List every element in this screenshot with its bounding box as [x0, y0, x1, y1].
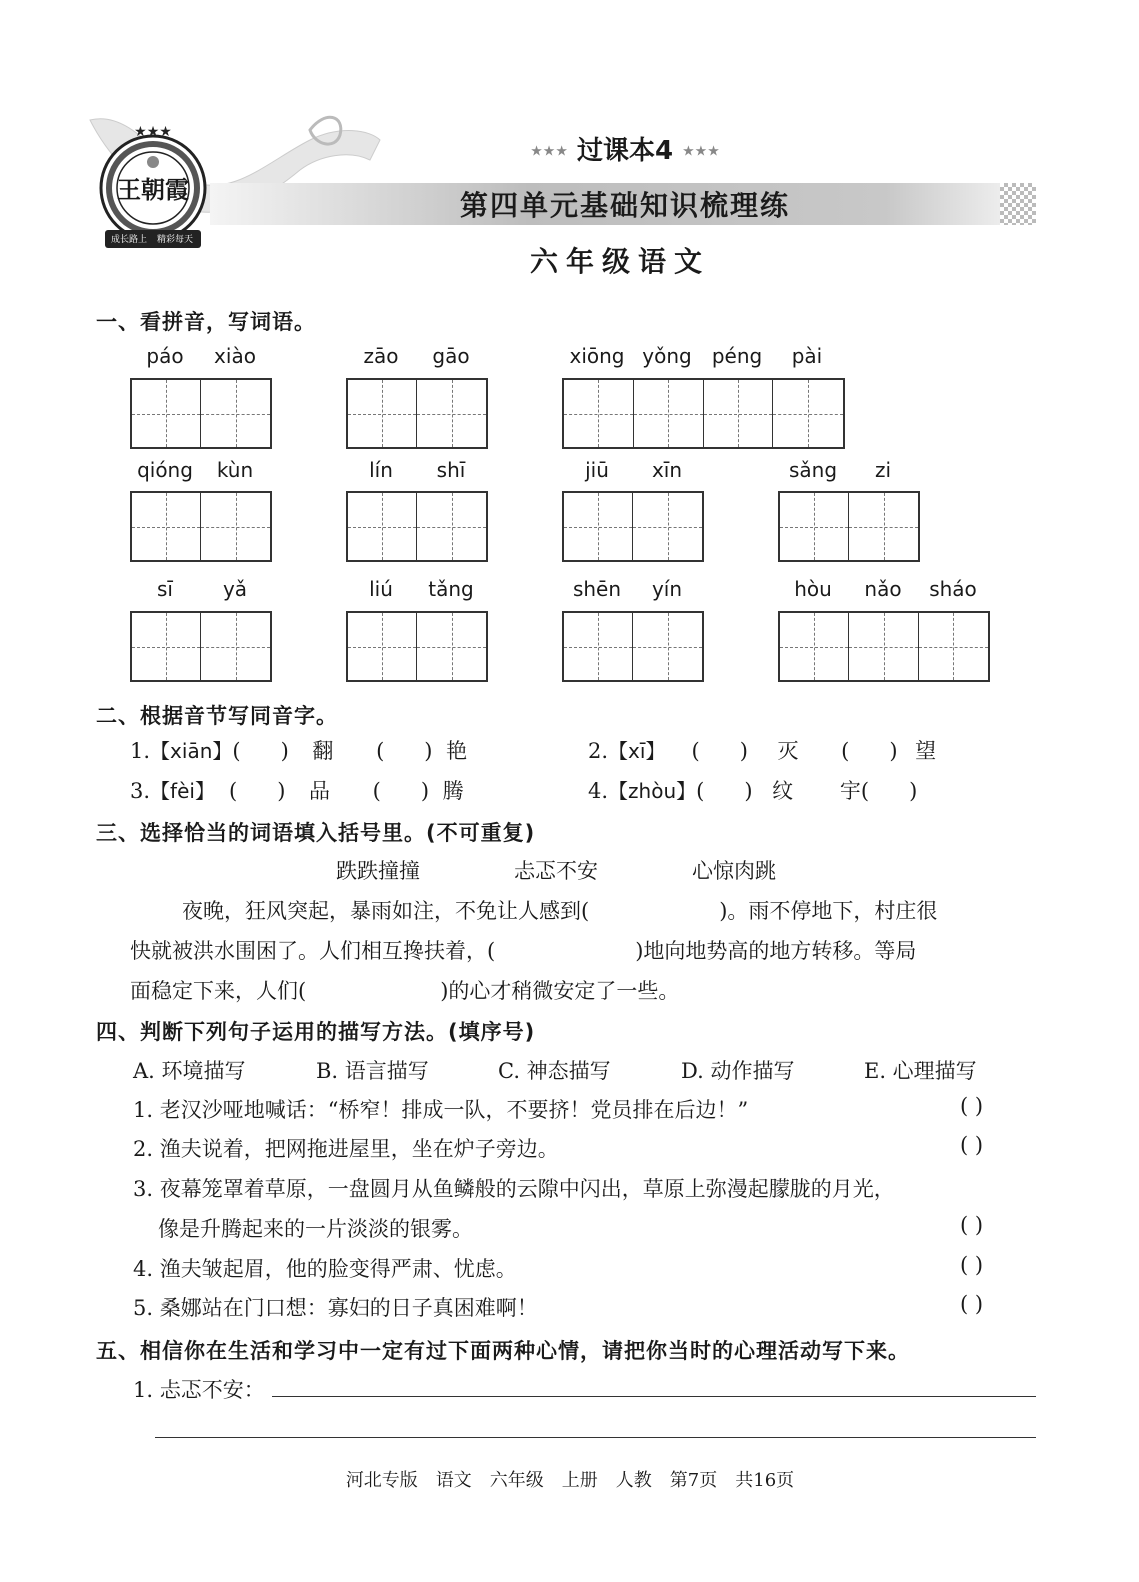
section5-title: 五、相信你在生活和学习中一定有过下面两种心情，请把你当时的心理活动写下来。	[96, 1339, 910, 1363]
sentence-item: 1. 老汉沙哑地喊话：“桥窄！排成一队，不要挤！党员排在后边！”	[133, 1098, 749, 1122]
mood-item: 1. 忐忑不安：	[133, 1378, 265, 1402]
word-group	[778, 458, 918, 482]
series-label: 过课本4	[576, 136, 674, 166]
word-option: 心惊肉跳	[692, 859, 776, 883]
sentence-item: 5. 桑娜站在门口想：寡妇的日子真困难啊！	[133, 1296, 538, 1320]
pinyin: shī	[436, 458, 466, 482]
answer-blank[interactable]: ( )	[376, 739, 433, 763]
syllable: 【xiān】	[150, 739, 233, 763]
word-option: 跌跌撞撞	[336, 859, 420, 883]
word-group	[778, 577, 988, 601]
writing-grid[interactable]	[346, 611, 488, 682]
pinyin: sháo	[929, 577, 977, 601]
pinyin: zi	[874, 458, 892, 482]
writing-grid[interactable]	[130, 378, 272, 449]
sentence-item: 2. 渔夫说着，把网拖进屋里，坐在炉子旁边。	[133, 1137, 559, 1161]
passage-text: )地向地势高的地方转移。等局	[635, 939, 917, 963]
pinyin: lín	[369, 458, 393, 482]
item-number: 2.	[588, 739, 609, 763]
logo-slogan-left: 成长路上	[111, 235, 148, 245]
item-number: 4.	[588, 779, 609, 803]
answer-blank[interactable]: ( )	[372, 779, 430, 803]
pinyin: nǎo	[864, 577, 902, 601]
word-group	[562, 577, 702, 601]
pinyin: xiào	[214, 344, 256, 368]
pinyin: pài	[791, 344, 823, 368]
writing-grid[interactable]	[130, 611, 272, 682]
word-part: 艳	[446, 739, 468, 763]
answer-paren[interactable]: ( )	[960, 1094, 984, 1118]
page-footer: 河北专版 语文 六年级 上册 人教 第7页 共16页	[345, 1470, 795, 1491]
answer-blank[interactable]: ( )	[696, 779, 753, 803]
logo-text: 王朝霞	[117, 175, 189, 204]
word-part: 望	[915, 739, 937, 763]
pinyin: yǒng	[642, 344, 692, 368]
answer-blank[interactable]: ( )	[232, 739, 289, 763]
answer-line[interactable]	[155, 1437, 1036, 1438]
sentence-item-continuation: 像是升腾起来的一片淡淡的银雾。	[158, 1217, 473, 1241]
word-group	[346, 577, 486, 601]
series-label-row	[500, 130, 750, 167]
passage-text: 快就被洪水围困了。人们相互搀扶着，(	[130, 939, 496, 963]
page-subtitle: 六年级语文	[529, 245, 710, 278]
word-part: 灭	[777, 739, 799, 763]
brand-logo	[97, 126, 209, 256]
pinyin: xiōng	[569, 344, 625, 368]
pinyin: gāo	[432, 344, 470, 368]
pinyin: yǎ	[222, 577, 248, 601]
word-group	[130, 458, 270, 482]
page-title: 第四单元基础知识梳理练	[459, 189, 790, 222]
answer-paren[interactable]: ( )	[960, 1133, 984, 1157]
stars-left-icon: ★★★	[530, 143, 568, 160]
word-part: 纹	[772, 779, 794, 803]
homophone-item-1	[130, 735, 467, 765]
method-option: C. 神态描写	[498, 1059, 611, 1083]
homophone-item-3	[130, 775, 464, 805]
answer-paren[interactable]: ( )	[960, 1292, 984, 1316]
answer-blank[interactable]: ( )	[860, 779, 918, 803]
word-group	[130, 344, 270, 368]
syllable: 【zhòu】	[608, 779, 697, 803]
answer-line[interactable]	[272, 1396, 1036, 1397]
pinyin: xīn	[651, 458, 683, 482]
pinyin: yín	[651, 577, 683, 601]
pinyin: kùn	[216, 458, 254, 482]
word-part: 品	[308, 779, 330, 803]
method-option: D. 动作描写	[681, 1059, 795, 1083]
passage-line	[130, 935, 1040, 965]
word-group	[130, 577, 270, 601]
pinyin: sǎng	[788, 458, 838, 482]
passage-text: )的心才稍微安定了一些。	[440, 979, 680, 1003]
word-group	[346, 458, 486, 482]
homophone-item-4	[588, 775, 917, 805]
pinyin: hòu	[794, 577, 832, 601]
word-part: 腾	[442, 779, 464, 803]
pinyin: jiū	[585, 458, 609, 482]
passage-line	[130, 895, 1040, 925]
syllable: 【xī】	[608, 739, 666, 763]
writing-grid[interactable]	[778, 611, 990, 682]
section3-title: 三、选择恰当的词语填入括号里。(不可重复)	[96, 821, 536, 845]
svg-text:★★★: ★★★	[134, 126, 172, 140]
writing-grid[interactable]	[562, 378, 845, 449]
item-number: 1.	[130, 739, 151, 763]
homophone-item-2	[588, 735, 936, 765]
section1-title: 一、看拼音，写词语。	[96, 310, 316, 334]
pinyin: páo	[146, 344, 184, 368]
writing-grid[interactable]	[346, 378, 488, 449]
word-group	[562, 344, 842, 368]
section4-title: 四、判断下列句子运用的描写方法。(填序号)	[96, 1020, 536, 1044]
pinyin: péng	[711, 344, 763, 368]
passage-text: )。雨不停地下，村庄很	[719, 899, 938, 923]
word-group	[346, 344, 486, 368]
pinyin: tǎng	[428, 577, 474, 601]
word-part: 宇	[839, 779, 861, 803]
answer-paren[interactable]: ( )	[960, 1253, 984, 1277]
answer-blank[interactable]: ( )	[841, 739, 898, 763]
writing-grid[interactable]	[562, 611, 704, 682]
method-option: B. 语言描写	[316, 1059, 429, 1083]
pinyin: shēn	[572, 577, 622, 601]
pinyin: liú	[369, 577, 393, 601]
sentence-item: 4. 渔夫皱起眉，他的脸变得严肃、忧虑。	[133, 1257, 517, 1281]
method-option: E. 心理描写	[864, 1059, 977, 1083]
stars-right-icon: ★★★	[682, 143, 720, 160]
writing-grid[interactable]	[130, 491, 272, 562]
pinyin: zāo	[363, 344, 399, 368]
passage-text: 面稳定下来，人们(	[130, 979, 307, 1003]
syllable: 【fèi】	[150, 779, 215, 803]
item-number: 3.	[130, 779, 151, 803]
word-option: 忐忑不安	[514, 859, 598, 883]
answer-blank[interactable]: ( )	[228, 779, 286, 803]
answer-blank[interactable]: ( )	[691, 739, 748, 763]
passage-text: 夜晚，狂风突起，暴雨如注，不免让人感到(	[182, 899, 590, 923]
logo-slogan-right: 精彩每天	[157, 235, 194, 245]
pinyin: qióng	[137, 458, 193, 482]
writing-grid[interactable]	[778, 491, 920, 562]
writing-grid[interactable]	[346, 491, 488, 562]
word-part: 翻	[312, 739, 334, 763]
word-group	[562, 458, 702, 482]
method-option: A. 环境描写	[133, 1059, 246, 1083]
sentence-item: 3. 夜幕笼罩着草原，一盘圆月从鱼鳞般的云隙中闪出，草原上弥漫起朦胧的月光，	[133, 1177, 895, 1201]
checker-decoration	[1000, 183, 1036, 225]
writing-grid[interactable]	[562, 491, 704, 562]
answer-paren[interactable]: ( )	[960, 1213, 984, 1237]
section2-title: 二、根据音节写同音字。	[96, 704, 338, 728]
passage-line	[130, 975, 1040, 1005]
pinyin: sī	[157, 577, 173, 601]
